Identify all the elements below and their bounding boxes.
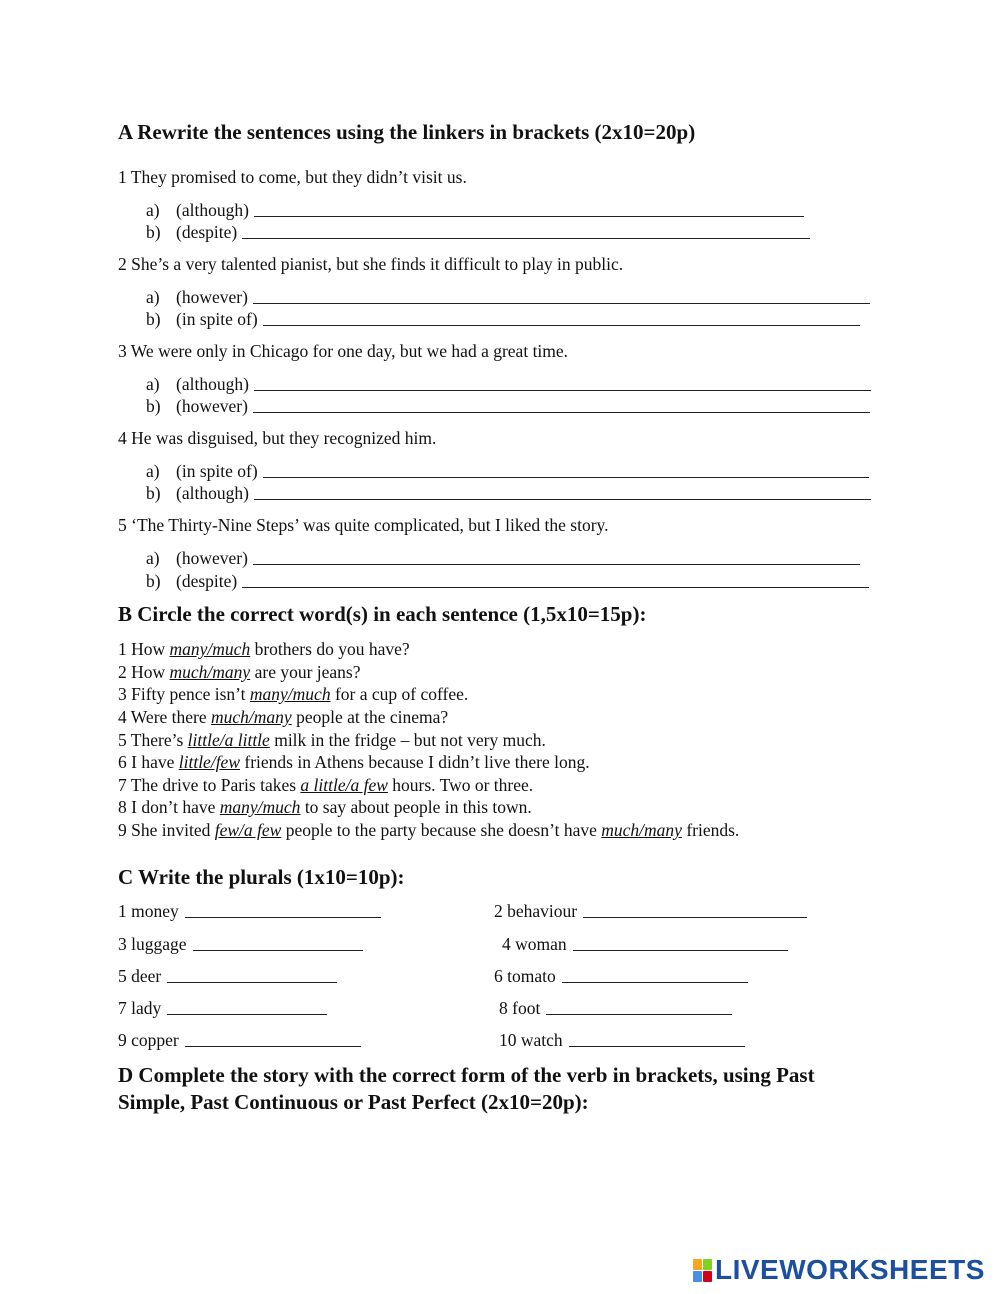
plural-item-4	[502, 933, 788, 955]
linker-label: (in spite of)	[176, 309, 258, 329]
answer-line[interactable]	[254, 199, 804, 217]
section-a-4b	[146, 482, 871, 504]
plural-word: 7 lady	[118, 998, 162, 1018]
word-choice[interactable]: much/many	[601, 820, 682, 840]
word-choice[interactable]: much/many	[211, 707, 292, 727]
section-c-heading: C Write the plurals (1x10=10p):	[118, 865, 405, 889]
answer-line[interactable]	[193, 933, 363, 951]
word-choice[interactable]: a little/a few	[300, 775, 388, 795]
plural-item-8	[499, 997, 732, 1019]
plural-word: 3 luggage	[118, 934, 187, 954]
section-a-sentence-1: 1 They promised to come, but they didn’t visit us.	[118, 167, 467, 187]
linker-label: (although)	[176, 200, 249, 220]
item-letter: a)	[146, 200, 160, 220]
section-d-heading-line-1: D Complete the story with the correct form of the verb in brackets, using Past	[118, 1063, 815, 1087]
word-choice[interactable]: many/much	[219, 797, 301, 817]
plural-item-5	[118, 965, 337, 987]
plural-word: 9 copper	[118, 1030, 179, 1050]
section-a-1b	[146, 221, 810, 243]
line-text: 3 Fifty pence isn’t	[118, 684, 250, 704]
line-text: 9 She invited	[118, 820, 215, 840]
line-text: 8 I don’t have	[118, 797, 220, 817]
line-text: 2 How	[118, 662, 170, 682]
answer-line[interactable]	[253, 547, 860, 565]
plural-item-10	[499, 1029, 745, 1051]
liveworksheets-logo	[693, 1255, 985, 1285]
linker-label: (in spite of)	[176, 461, 258, 481]
item-letter: b)	[146, 396, 161, 416]
section-b-line-1	[118, 638, 410, 660]
plural-item-1	[118, 900, 381, 922]
answer-line[interactable]	[583, 900, 807, 918]
line-text: are your jeans?	[250, 662, 361, 682]
section-a-2a	[146, 286, 870, 308]
section-a-2b	[146, 308, 860, 330]
item-letter: a)	[146, 461, 160, 481]
section-a-3b	[146, 395, 870, 417]
section-b-line-5	[118, 729, 546, 751]
section-a-1a	[146, 199, 804, 221]
section-a-sentence-2: 2 She’s a very talented pianist, but she finds it difficult to play in public.	[118, 254, 624, 274]
section-a-4a	[146, 460, 869, 482]
line-text: 4 Were there	[118, 707, 212, 727]
answer-line[interactable]	[573, 933, 788, 951]
answer-line[interactable]	[242, 570, 869, 588]
section-b-heading: B Circle the correct word(s) in each sentence (1,5x10=15p):	[118, 602, 647, 626]
logo-text: LIVEWORKSHEETS	[715, 1254, 985, 1285]
answer-line[interactable]	[254, 482, 871, 500]
line-text: people to the party because she doesn’t have	[281, 820, 602, 840]
plural-word: 2 behaviour	[494, 901, 578, 921]
item-letter: b)	[146, 483, 161, 503]
answer-line[interactable]	[185, 900, 381, 918]
section-d-heading-line-2: Simple, Past Continuous or Past Perfect (2x10=20p):	[118, 1090, 589, 1114]
line-text: 6 I have	[118, 752, 179, 772]
section-a-sentence-3: 3 We were only in Chicago for one day, but we had a great time.	[118, 341, 569, 361]
plural-word: 10 watch	[499, 1030, 563, 1050]
section-b-line-7	[118, 774, 533, 796]
section-a-5a	[146, 547, 860, 569]
section-b-line-3	[118, 683, 468, 705]
section-a-sentence-5: 5 ‘The Thirty-Nine Steps’ was quite complicated, but I liked the story.	[118, 515, 609, 535]
logo-square	[703, 1259, 712, 1270]
line-text: for a cup of coffee.	[330, 684, 469, 704]
logo-square	[693, 1259, 702, 1270]
line-text: milk in the fridge – but not very much.	[269, 730, 546, 750]
answer-line[interactable]	[254, 373, 871, 391]
item-letter: b)	[146, 309, 161, 329]
section-b-line-2	[118, 661, 361, 683]
answer-line[interactable]	[242, 221, 810, 239]
linker-label: (however)	[176, 287, 248, 307]
line-text: 5 There’s	[118, 730, 188, 750]
section-b-line-4	[118, 706, 448, 728]
answer-line[interactable]	[546, 997, 732, 1015]
linker-label: (despite)	[176, 222, 238, 242]
word-choice[interactable]: few/a few	[214, 820, 282, 840]
answer-line[interactable]	[263, 460, 869, 478]
answer-line[interactable]	[253, 395, 870, 413]
line-text: brothers do you have?	[250, 639, 410, 659]
answer-line[interactable]	[185, 1029, 361, 1047]
logo-square	[693, 1271, 702, 1282]
section-b-line-9	[118, 819, 739, 841]
word-choice[interactable]: little/a little	[187, 730, 270, 750]
line-text: 1 How	[118, 639, 170, 659]
item-letter: a)	[146, 287, 160, 307]
line-text: friends in Athens because I didn’t live there long.	[240, 752, 590, 772]
plural-item-7	[118, 997, 327, 1019]
section-a-3a	[146, 373, 871, 395]
linker-label: (despite)	[176, 571, 238, 591]
plural-item-6	[494, 965, 748, 987]
word-choice[interactable]: many/much	[249, 684, 331, 704]
line-text: friends.	[681, 820, 740, 840]
line-text: 7 The drive to Paris takes	[118, 775, 301, 795]
linker-label: (although)	[176, 483, 249, 503]
line-text: hours. Two or three.	[387, 775, 534, 795]
answer-line[interactable]	[569, 1029, 745, 1047]
line-text: people at the cinema?	[291, 707, 449, 727]
item-letter: b)	[146, 222, 161, 242]
linker-label: (however)	[176, 548, 248, 568]
item-letter: a)	[146, 374, 160, 394]
section-b-line-6	[118, 751, 590, 773]
section-b-line-8	[118, 796, 532, 818]
word-choice[interactable]: little/few	[178, 752, 240, 772]
plural-word: 5 deer	[118, 966, 162, 986]
linker-label: (however)	[176, 396, 248, 416]
item-letter: a)	[146, 548, 160, 568]
plural-item-2	[494, 900, 807, 922]
linker-label: (although)	[176, 374, 249, 394]
answer-line[interactable]	[562, 965, 748, 983]
word-choice[interactable]: much/many	[169, 662, 251, 682]
logo-square	[703, 1271, 712, 1282]
answer-line[interactable]	[167, 965, 337, 983]
section-a-heading: A Rewrite the sentences using the linkers in brackets (2x10=20p)	[118, 120, 696, 144]
plural-item-9	[118, 1029, 361, 1051]
liveworksheets-icon	[693, 1259, 712, 1282]
answer-line[interactable]	[167, 997, 327, 1015]
plural-word: 4 woman	[502, 934, 567, 954]
section-a-5b	[146, 570, 869, 592]
plural-word: 1 money	[118, 901, 179, 921]
plural-word: 8 foot	[499, 998, 541, 1018]
answer-line[interactable]	[263, 308, 860, 326]
section-a-sentence-4: 4 He was disguised, but they recognized him.	[118, 428, 437, 448]
plural-item-3	[118, 933, 363, 955]
item-letter: b)	[146, 571, 161, 591]
answer-line[interactable]	[253, 286, 870, 304]
word-choice[interactable]: many/much	[169, 639, 251, 659]
plural-word: 6 tomato	[494, 966, 556, 986]
line-text: to say about people in this town.	[300, 797, 532, 817]
